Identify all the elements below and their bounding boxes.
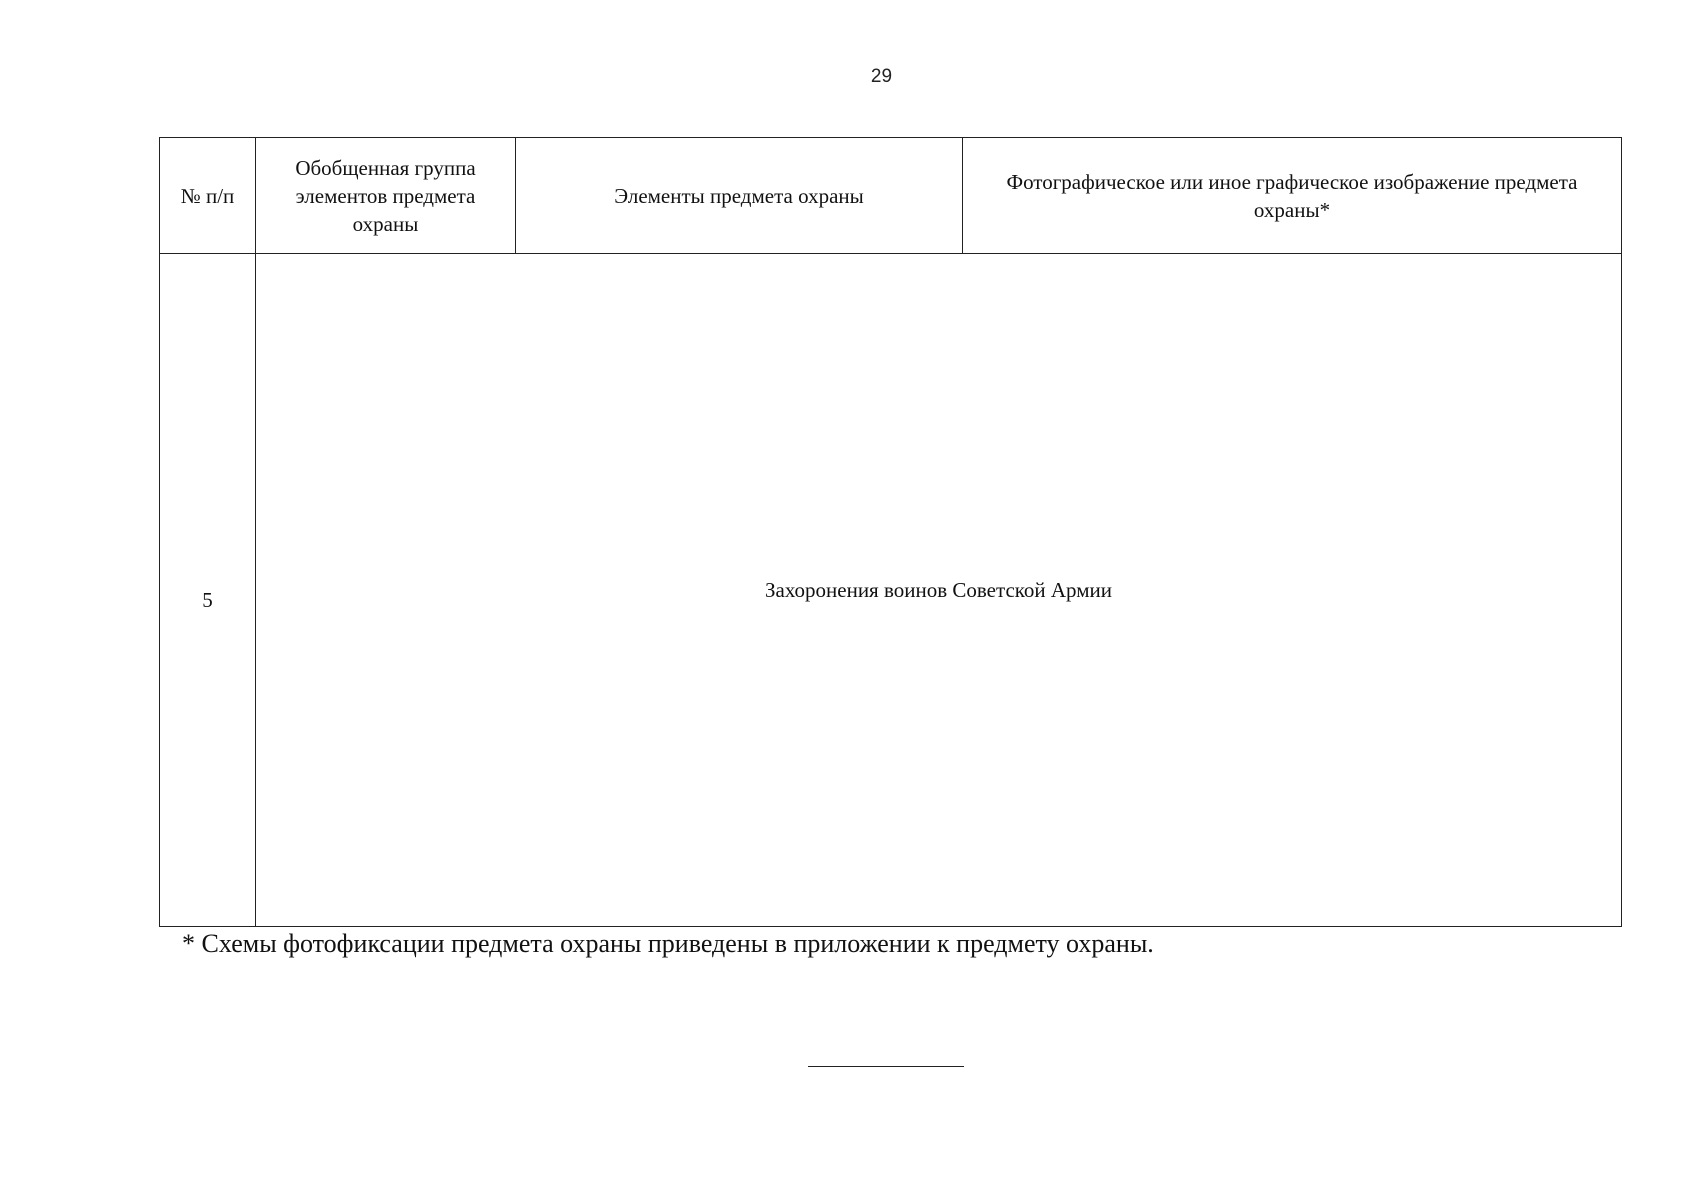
- row-number-cell: [160, 254, 256, 927]
- header-elements: Элементы предмета охраны: [516, 138, 963, 254]
- row-content-cell: [256, 254, 1622, 927]
- page-number: 29: [870, 66, 893, 87]
- row-content: Захоронения воинов Советской Армии: [764, 578, 1112, 602]
- end-rule: [808, 1066, 964, 1067]
- table-row: [160, 254, 1622, 927]
- table-body: [160, 254, 1622, 927]
- footnote: * Схемы фотофиксации предмета охраны приведены в приложении к предмету охраны.: [182, 929, 1154, 958]
- table-header: [160, 138, 1622, 254]
- protection-elements-table: [159, 137, 1622, 927]
- row-number: 5: [202, 588, 213, 612]
- header-image: Фотографическое или иное графическое изображение предмета охраны*: [963, 138, 1622, 254]
- header-row: [160, 138, 1622, 254]
- header-number: № п/п: [160, 138, 256, 254]
- header-group: Обобщенная группа элементов предмета охраны: [256, 138, 516, 254]
